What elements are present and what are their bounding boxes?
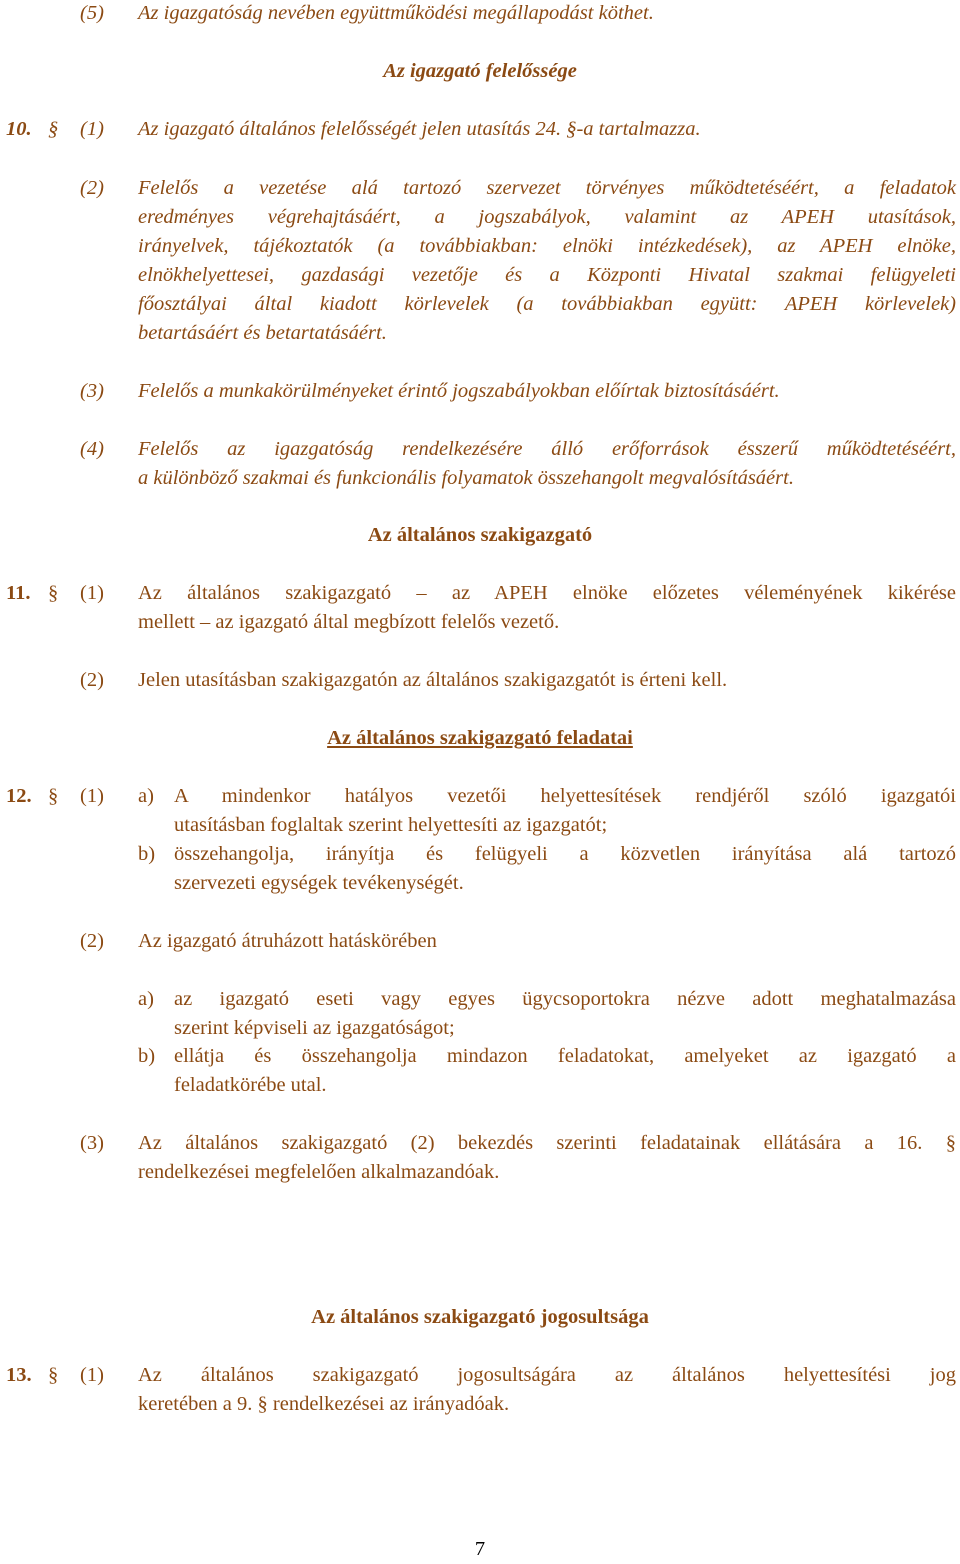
list-item-line: összehangolja, irányítja és felügyeli a közvetlen irányítása alá tartozó	[174, 843, 956, 865]
paragraph-number: (2)	[80, 930, 104, 952]
article-number: 10.	[6, 118, 32, 140]
paragraph-line: eredményes végrehajtásáért, a jogszabályok, valamint az APEH utasítások,	[138, 206, 956, 228]
paragraph-number: (5)	[80, 2, 104, 24]
paragraph-text: Felelős a munkakörülményeket érintő jogszabályokban előírtak biztosításáért.	[138, 380, 780, 402]
list-item-line: szerint képviseli az igazgatóságot;	[174, 1017, 455, 1039]
section-heading: Az általános szakigazgató jogosultsága	[311, 1306, 649, 1328]
paragraph-text: Az igazgatóság nevében együttműködési megállapodást köthet.	[138, 2, 654, 24]
section-symbol: §	[48, 1364, 59, 1386]
paragraph-line: Az általános szakigazgató – az APEH elnöke előzetes véleményének kikérése	[138, 582, 956, 604]
paragraph-text: Az igazgató általános felelősségét jelen utasítás 24. §-a tartalmazza.	[138, 118, 701, 140]
section-symbol: §	[48, 582, 59, 604]
paragraph-number: (1)	[80, 582, 104, 604]
paragraph-number: (1)	[80, 1364, 104, 1386]
article-number: 11.	[6, 582, 31, 604]
section-heading: Az általános szakigazgató feladatai	[327, 727, 633, 749]
list-label: a)	[138, 988, 154, 1010]
list-item-line: az igazgató eseti vagy egyes ügycsoportokra nézve adott meghatalmazása	[174, 988, 956, 1010]
paragraph-line: betartásáért és betartatásáért.	[138, 322, 387, 344]
section-symbol: §	[48, 785, 59, 807]
paragraph-number: (3)	[80, 1132, 104, 1154]
section-symbol: §	[48, 118, 59, 140]
list-item-line: ellátja és összehangolja mindazon feladatokat, amelyeket az igazgató a	[174, 1045, 956, 1067]
paragraph-text: Az igazgató átruházott hatáskörében	[138, 930, 437, 952]
paragraph-line: Felelős az igazgatóság rendelkezésére álló erőforrások ésszerű működtetéséért,	[138, 438, 956, 460]
paragraph-line: Az általános szakigazgató jogosultságára az általános helyettesítési jog	[138, 1364, 956, 1386]
section-heading: Az általános szakigazgató	[367, 524, 593, 546]
paragraph-line: irányelvek, tájékoztatók (a továbbiakban: elnöki intézkedések), az APEH elnöke,	[138, 235, 956, 257]
paragraph-line: a különböző szakmai és funkcionális folyamatok összehangolt megvalósításáért.	[138, 467, 794, 489]
paragraph-number: (3)	[80, 380, 104, 402]
paragraph-number: (1)	[80, 785, 104, 807]
list-item-line: A mindenkor hatályos vezetői helyettesítések rendjéről szóló igazgatói	[174, 785, 956, 807]
paragraph-number: (1)	[80, 118, 104, 140]
list-label: a)	[138, 785, 154, 807]
list-item-line: feladatkörébe utal.	[174, 1074, 327, 1096]
section-heading: Az igazgató felelőssége	[383, 60, 577, 82]
paragraph-line: Az általános szakigazgató (2) bekezdés szerinti feladatainak ellátására a 16. §	[138, 1132, 956, 1154]
article-number: 13.	[6, 1364, 32, 1386]
list-label: b)	[138, 843, 156, 865]
paragraph-line: elnökhelyettesei, gazdasági vezetője és a Központi Hivatal szakmai felügyeleti	[138, 264, 956, 286]
page-number: 7	[474, 1538, 486, 1560]
article-number: 12.	[6, 785, 32, 807]
paragraph-number: (2)	[80, 669, 104, 691]
list-item-line: utasításban foglaltak szerint helyettesíti az igazgatót;	[174, 814, 608, 836]
paragraph-line: keretében a 9. § rendelkezései az irányadóak.	[138, 1393, 510, 1415]
paragraph-line: mellett – az igazgató által megbízott felelős vezető.	[138, 611, 560, 633]
paragraph-number: (2)	[80, 177, 104, 199]
paragraph-text: Jelen utasításban szakigazgatón az általános szakigazgatót is érteni kell.	[138, 669, 728, 691]
list-label: b)	[138, 1045, 156, 1067]
paragraph-line: rendelkezései megfelelően alkalmazandóak.	[138, 1161, 500, 1183]
paragraph-line: Felelős a vezetése alá tartozó szervezet törvényes működtetéséért, a feladatok	[138, 177, 956, 199]
list-item-line: szervezeti egységek tevékenységét.	[174, 872, 464, 894]
paragraph-line: főosztályai által kiadott körlevelek (a továbbiakban együtt: APEH körlevelek)	[138, 293, 956, 315]
paragraph-number: (4)	[80, 438, 104, 460]
